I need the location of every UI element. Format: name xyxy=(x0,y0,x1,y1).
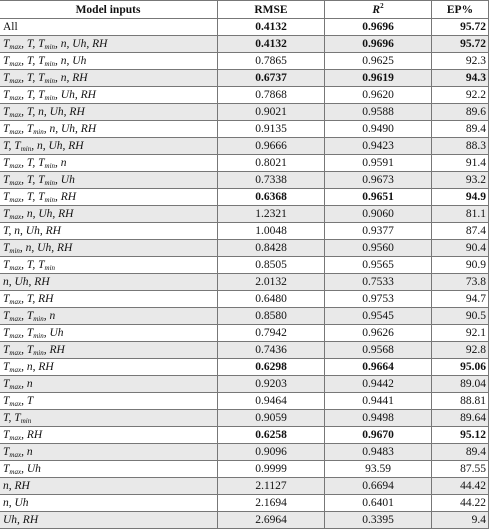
table-row xyxy=(0,495,489,512)
cell-rmse: 2.1127 xyxy=(218,478,325,495)
cell-model-inputs: $T_{max}$, Uh xyxy=(0,461,218,478)
header-model-inputs: Model inputs xyxy=(0,1,218,19)
cell-r2: 0.9442 xyxy=(325,376,432,393)
cell-rmse: 0.6368 xyxy=(218,189,325,206)
cell-rmse: 0.8021 xyxy=(218,155,325,172)
cell-model-inputs: $T_{max}$, $T_{min}$, Uh xyxy=(0,325,218,342)
table-row xyxy=(0,138,489,155)
table-row xyxy=(0,104,489,121)
table-row xyxy=(0,189,489,206)
cell-ep: 89.4 xyxy=(432,121,489,138)
table-row xyxy=(0,223,489,240)
cell-rmse: 0.9135 xyxy=(218,121,325,138)
cell-r2: 0.9670 xyxy=(325,427,432,444)
table-row xyxy=(0,206,489,223)
cell-rmse: 2.1694 xyxy=(218,495,325,512)
cell-ep: 93.2 xyxy=(432,172,489,189)
table-row xyxy=(0,512,489,529)
cell-model-inputs: All xyxy=(0,19,218,36)
cell-ep: 90.4 xyxy=(432,240,489,257)
cell-ep: 94.3 xyxy=(432,70,489,87)
cell-model-inputs: $T_{max}$, T, $T_{min}$, RH xyxy=(0,189,218,206)
cell-r2: 0.9490 xyxy=(325,121,432,138)
cell-ep: 92.3 xyxy=(432,53,489,70)
cell-rmse: 0.9464 xyxy=(218,393,325,410)
cell-ep: 44.42 xyxy=(432,478,489,495)
table-row xyxy=(0,376,489,393)
cell-r2: 0.9560 xyxy=(325,240,432,257)
cell-r2: 0.9696 xyxy=(325,19,432,36)
cell-ep: 89.6 xyxy=(432,104,489,121)
cell-ep: 88.3 xyxy=(432,138,489,155)
cell-model-inputs: $T_{max}$, RH xyxy=(0,427,218,444)
cell-r2: 0.7533 xyxy=(325,274,432,291)
cell-r2: 93.59 xyxy=(325,461,432,478)
cell-r2: 0.3395 xyxy=(325,512,432,529)
cell-model-inputs: $T_{max}$, T, $T_{min}$, Uh xyxy=(0,172,218,189)
cell-ep: 9.4 xyxy=(432,512,489,529)
cell-rmse: 0.6298 xyxy=(218,359,325,376)
cell-r2: 0.9565 xyxy=(325,257,432,274)
table-row xyxy=(0,427,489,444)
table-row xyxy=(0,308,489,325)
cell-model-inputs: $T_{max}$, T, $T_{min}$ xyxy=(0,257,218,274)
cell-model-inputs: T, $T_{min}$ xyxy=(0,410,218,427)
cell-model-inputs: $T_{max}$, T xyxy=(0,393,218,410)
table-row xyxy=(0,240,489,257)
table-row xyxy=(0,172,489,189)
cell-ep: 73.8 xyxy=(432,274,489,291)
cell-r2: 0.9696 xyxy=(325,36,432,53)
cell-r2: 0.9423 xyxy=(325,138,432,155)
cell-ep: 92.1 xyxy=(432,325,489,342)
cell-rmse: 0.7942 xyxy=(218,325,325,342)
table-row xyxy=(0,410,489,427)
table-row xyxy=(0,121,489,138)
cell-r2: 0.9545 xyxy=(325,308,432,325)
cell-rmse: 0.9059 xyxy=(218,410,325,427)
cell-r2: 0.9625 xyxy=(325,53,432,70)
cell-ep: 81.1 xyxy=(432,206,489,223)
header-r2: $R^2$ xyxy=(325,1,432,19)
cell-rmse: 2.6964 xyxy=(218,512,325,529)
cell-rmse: 0.7868 xyxy=(218,87,325,104)
cell-r2: 0.9620 xyxy=(325,87,432,104)
cell-rmse: 1.2321 xyxy=(218,206,325,223)
cell-r2: 0.9588 xyxy=(325,104,432,121)
cell-model-inputs: $T_{max}$, n, RH xyxy=(0,359,218,376)
cell-model-inputs: T, n, Uh, RH xyxy=(0,223,218,240)
cell-r2: 0.9483 xyxy=(325,444,432,461)
table-row xyxy=(0,393,489,410)
cell-model-inputs: n, RH xyxy=(0,478,218,495)
cell-rmse: 0.9021 xyxy=(218,104,325,121)
cell-model-inputs: $T_{max}$, T, $T_{min}$, n, Uh xyxy=(0,53,218,70)
cell-model-inputs: T, $T_{min}$, n, Uh, RH xyxy=(0,138,218,155)
cell-rmse: 0.6480 xyxy=(218,291,325,308)
cell-rmse: 0.4132 xyxy=(218,36,325,53)
cell-r2: 0.9673 xyxy=(325,172,432,189)
cell-rmse: 2.0132 xyxy=(218,274,325,291)
table-row xyxy=(0,291,489,308)
table-row xyxy=(0,19,489,36)
cell-r2: 0.9377 xyxy=(325,223,432,240)
cell-ep: 89.04 xyxy=(432,376,489,393)
cell-ep: 95.12 xyxy=(432,427,489,444)
cell-model-inputs: $T_{max}$, T, $T_{min}$, n xyxy=(0,155,218,172)
cell-ep: 89.4 xyxy=(432,444,489,461)
cell-r2: 0.9651 xyxy=(325,189,432,206)
table-row xyxy=(0,70,489,87)
cell-rmse: 0.4132 xyxy=(218,19,325,36)
header-row xyxy=(0,1,489,19)
cell-model-inputs: $T_{max}$, T, $T_{min}$, Uh, RH xyxy=(0,87,218,104)
cell-ep: 92.8 xyxy=(432,342,489,359)
cell-rmse: 1.0048 xyxy=(218,223,325,240)
table-row xyxy=(0,87,489,104)
table-row xyxy=(0,53,489,70)
cell-ep: 88.81 xyxy=(432,393,489,410)
cell-rmse: 0.9203 xyxy=(218,376,325,393)
cell-ep: 95.06 xyxy=(432,359,489,376)
cell-ep: 89.64 xyxy=(432,410,489,427)
header-ep: EP% xyxy=(432,1,489,19)
table-row xyxy=(0,461,489,478)
cell-rmse: 0.8505 xyxy=(218,257,325,274)
cell-r2: 0.9664 xyxy=(325,359,432,376)
cell-r2: 0.9591 xyxy=(325,155,432,172)
cell-r2: 0.9753 xyxy=(325,291,432,308)
cell-rmse: 0.9666 xyxy=(218,138,325,155)
cell-ep: 90.9 xyxy=(432,257,489,274)
cell-ep: 87.55 xyxy=(432,461,489,478)
cell-ep: 92.2 xyxy=(432,87,489,104)
cell-rmse: 0.8580 xyxy=(218,308,325,325)
cell-model-inputs: $T_{max}$, T, $T_{min}$, n, RH xyxy=(0,70,218,87)
table-row xyxy=(0,274,489,291)
cell-model-inputs: $T_{max}$, $T_{min}$, RH xyxy=(0,342,218,359)
cell-ep: 94.7 xyxy=(432,291,489,308)
cell-r2: 0.9060 xyxy=(325,206,432,223)
cell-model-inputs: $T_{max}$, n xyxy=(0,376,218,393)
table-row xyxy=(0,342,489,359)
table-row xyxy=(0,444,489,461)
cell-ep: 44.22 xyxy=(432,495,489,512)
cell-rmse: 0.7436 xyxy=(218,342,325,359)
cell-rmse: 0.8428 xyxy=(218,240,325,257)
cell-r2: 0.6401 xyxy=(325,495,432,512)
cell-model-inputs: $T_{max}$, n, Uh, RH xyxy=(0,206,218,223)
cell-model-inputs: $T_{max}$, $T_{min}$, n, Uh, RH xyxy=(0,121,218,138)
cell-rmse: 0.6258 xyxy=(218,427,325,444)
header-rmse: RMSE xyxy=(218,1,325,19)
cell-rmse: 0.7338 xyxy=(218,172,325,189)
table-row xyxy=(0,36,489,53)
cell-ep: 90.5 xyxy=(432,308,489,325)
cell-model-inputs: n, Uh xyxy=(0,495,218,512)
cell-r2: 0.9626 xyxy=(325,325,432,342)
cell-ep: 95.72 xyxy=(432,19,489,36)
cell-rmse: 0.7865 xyxy=(218,53,325,70)
cell-r2: 0.9498 xyxy=(325,410,432,427)
cell-model-inputs: $T_{max}$, T, n, Uh, RH xyxy=(0,104,218,121)
table-row xyxy=(0,325,489,342)
table-row xyxy=(0,478,489,495)
cell-rmse: 0.9999 xyxy=(218,461,325,478)
cell-model-inputs: $T_{max}$, n xyxy=(0,444,218,461)
cell-r2: 0.9441 xyxy=(325,393,432,410)
cell-ep: 87.4 xyxy=(432,223,489,240)
cell-model-inputs: n, Uh, RH xyxy=(0,274,218,291)
cell-model-inputs: $T_{min}$, n, Uh, RH xyxy=(0,240,218,257)
cell-r2: 0.9619 xyxy=(325,70,432,87)
cell-model-inputs: $T_{max}$, $T_{min}$, n xyxy=(0,308,218,325)
cell-ep: 95.72 xyxy=(432,36,489,53)
cell-r2: 0.6694 xyxy=(325,478,432,495)
cell-model-inputs: $T_{max}$, T, $T_{min}$, n, Uh, RH xyxy=(0,36,218,53)
cell-rmse: 0.6737 xyxy=(218,70,325,87)
table-row xyxy=(0,257,489,274)
table-row xyxy=(0,359,489,376)
table-row xyxy=(0,155,489,172)
cell-ep: 94.9 xyxy=(432,189,489,206)
cell-ep: 91.4 xyxy=(432,155,489,172)
table-body xyxy=(0,19,489,529)
cell-model-inputs: $T_{max}$, T, RH xyxy=(0,291,218,308)
cell-r2: 0.9568 xyxy=(325,342,432,359)
cell-model-inputs: Uh, RH xyxy=(0,512,218,529)
cell-rmse: 0.9096 xyxy=(218,444,325,461)
